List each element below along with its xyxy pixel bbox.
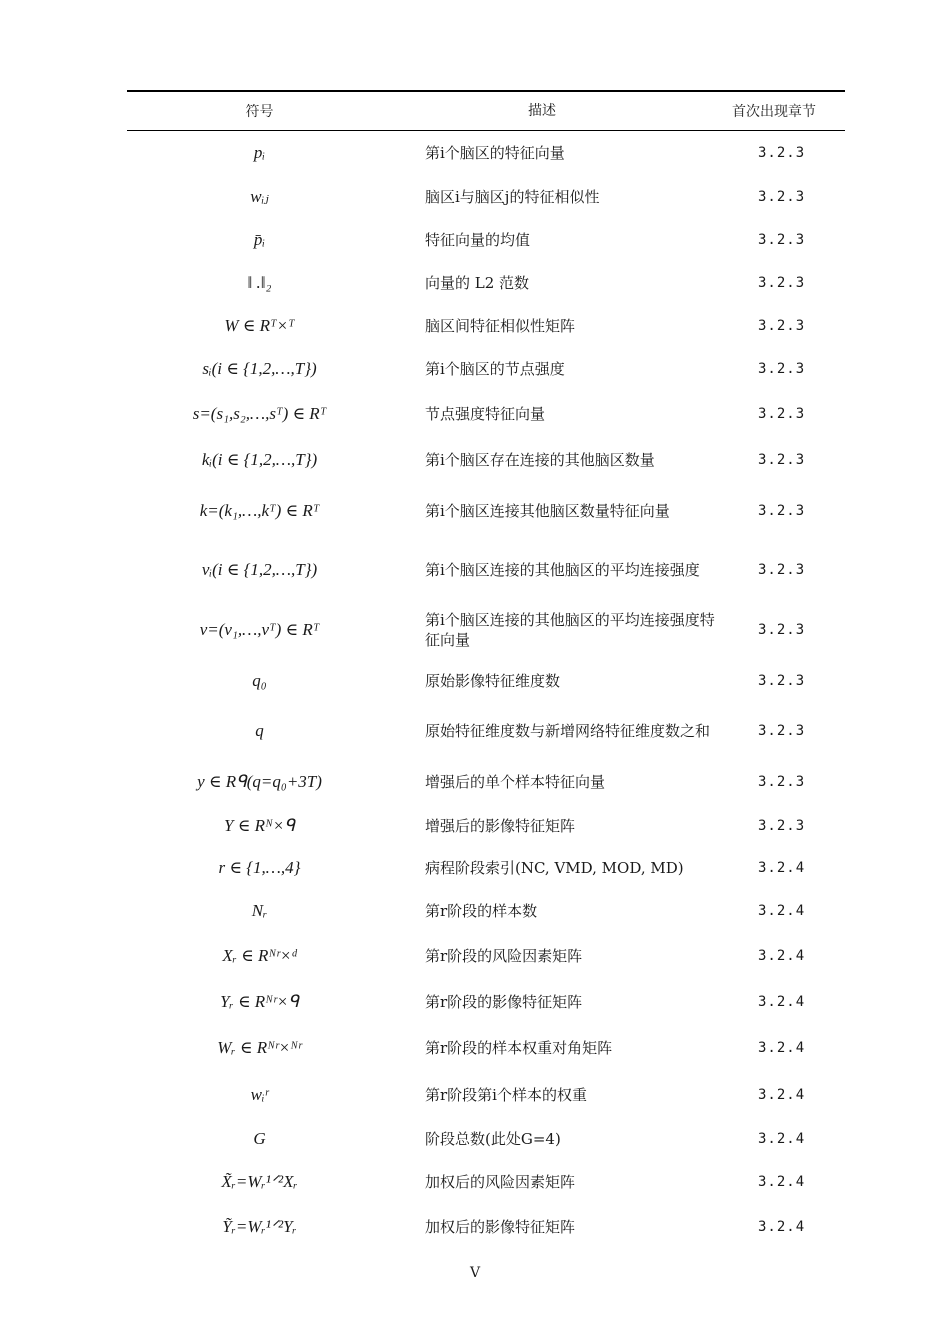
row-section: 3.2.3 (758, 145, 806, 161)
row-description: 第r阶段第i个样本的权重 (425, 1085, 587, 1104)
row-description: 第r阶段的影像特征矩阵 (425, 993, 583, 1011)
row-section: 3.2.4 (758, 860, 806, 876)
table-row (127, 979, 845, 1025)
row-section: 3.2.4 (758, 1218, 806, 1235)
row-description: 加权后的影像特征矩阵 (425, 1217, 576, 1236)
table-body (127, 131, 845, 1249)
row-symbol: X̃ᵣ=Wᵣ¹ᐟ²Xᵣ (221, 1171, 298, 1191)
symbol-table (127, 90, 845, 1249)
row-description: 第i个脑区连接的其他脑区的平均连接强度特征向量 (425, 611, 715, 649)
row-symbol: p̄ᵢ (253, 229, 266, 249)
table-row (127, 347, 845, 391)
row-section: 3.2.3 (758, 503, 806, 519)
row-symbol: k=(k₁,…,kᵀ) ∈ Rᵀ (199, 501, 320, 520)
row-symbol: Nᵣ (251, 901, 268, 920)
row-symbol: vᵢ(i ∈ {1,2,…,T}) (201, 560, 318, 579)
row-symbol: wᵢʳ (250, 1084, 269, 1104)
row-symbol: kᵢ(i ∈ {1,2,…,T}) (201, 449, 318, 469)
row-description: 特征向量的均值 (425, 230, 531, 249)
row-section: 3.2.3 (758, 188, 806, 205)
table-header (127, 92, 845, 130)
row-description: 增强后的单个样本特征向量 (425, 773, 606, 791)
page-number: V (469, 1265, 481, 1281)
row-description: 第i个脑区存在连接的其他脑区数量 (425, 450, 655, 469)
row-section: 3.2.3 (758, 451, 806, 468)
table-row (127, 1204, 845, 1249)
row-description: 第r阶段的样本数 (425, 902, 538, 920)
row-description: 第r阶段的样本权重对角矩阵 (425, 1039, 613, 1057)
table-row (127, 1159, 845, 1204)
row-description: 第i个脑区连接其他脑区数量特征向量 (425, 502, 670, 520)
row-description: 增强后的影像特征矩阵 (425, 816, 576, 835)
row-section: 3.2.3 (758, 317, 806, 334)
row-description: 病程阶段索引(NC, VMD, MOD, MD) (425, 859, 684, 877)
row-section: 3.2.4 (758, 948, 806, 964)
table-row (127, 847, 845, 889)
table-row (127, 482, 845, 540)
row-description: 原始特征维度数与新增网络特征维度数之和 (425, 722, 711, 740)
row-section: 3.2.3 (758, 673, 806, 689)
row-symbol: y ∈ Rᑫ(q=q₀+3T) (197, 772, 322, 791)
row-symbol: pᵢ (253, 143, 266, 162)
row-description: 加权后的风险因素矩阵 (425, 1172, 576, 1191)
row-symbol: Y ∈ Rᴺ×ᑫ (224, 815, 295, 835)
table-row (127, 1118, 845, 1159)
row-symbol: s=(s₁,s₂,…,sᵀ) ∈ Rᵀ (192, 404, 327, 423)
table-row (127, 889, 845, 933)
table-row (127, 600, 845, 660)
row-description: 脑区间特征相似性矩阵 (425, 316, 576, 335)
table-row (127, 1025, 845, 1071)
table-row (127, 660, 845, 702)
row-symbol: r ∈ {1,…,4} (218, 858, 301, 877)
row-symbol: v=(v₁,…,vᵀ) ∈ Rᵀ (199, 620, 320, 639)
row-section: 3.2.3 (758, 774, 806, 790)
row-symbol: Xᵣ ∈ Rᴺʳ×ᵈ (222, 946, 297, 965)
row-description: 节点强度特征向量 (425, 405, 546, 423)
row-section: 3.2.4 (758, 1040, 806, 1056)
row-symbol: sᵢ(i ∈ {1,2,…,T}) (202, 359, 317, 378)
row-section: 3.2.3 (758, 562, 806, 578)
row-symbol: wᵢⱼ (250, 186, 269, 206)
row-symbol: q₀ (252, 671, 267, 690)
row-symbol: G (253, 1128, 266, 1148)
row-description: 第i个脑区的节点强度 (425, 360, 565, 378)
row-description: 第i个脑区的特征向量 (425, 144, 565, 162)
row-description: 脑区i与脑区j的特征相似性 (425, 187, 600, 206)
table-row (127, 702, 845, 760)
table-row (127, 933, 845, 979)
row-description: 阶段总数(此处G=4) (425, 1129, 561, 1148)
row-section: 3.2.3 (758, 817, 806, 834)
row-section: 3.2.3 (758, 361, 806, 377)
row-section: 3.2.3 (758, 406, 806, 422)
row-section: 3.2.4 (758, 1173, 806, 1190)
row-section: 3.2.4 (758, 994, 806, 1010)
row-symbol: Wᵣ ∈ Rᴺʳ×ᴺʳ (217, 1038, 302, 1057)
row-description: 第i个脑区连接的其他脑区的平均连接强度 (425, 561, 700, 579)
row-section: 3.2.3 (758, 723, 806, 739)
row-section: 3.2.4 (758, 903, 806, 919)
row-description: 第r阶段的风险因素矩阵 (425, 947, 583, 965)
header-description: 描述 (528, 103, 556, 119)
table-row (127, 540, 845, 600)
table-row (127, 131, 845, 175)
table-row (127, 437, 845, 482)
row-section: 3.2.4 (758, 1086, 806, 1103)
row-description: 向量的 L2 范数 (425, 273, 530, 292)
table-row (127, 304, 845, 347)
table-row (127, 391, 845, 437)
table-row (127, 760, 845, 804)
row-symbol: q (255, 721, 264, 740)
row-section: 3.2.3 (758, 622, 806, 638)
table-row (127, 261, 845, 304)
header-symbol: 符号 (245, 104, 274, 120)
row-section: 3.2.3 (758, 274, 806, 291)
row-description: 原始影像特征维度数 (425, 672, 561, 690)
row-section: 3.2.4 (758, 1130, 806, 1147)
row-symbol: Ỹᵣ=Wᵣ¹ᐟ²Yᵣ (222, 1216, 297, 1236)
table-row (127, 1071, 845, 1118)
row-symbol: ‖ .‖₂ (247, 272, 272, 292)
table-row (127, 218, 845, 261)
row-symbol: Yᵣ ∈ Rᴺʳ×ᑫ (220, 992, 299, 1011)
header-section: 首次出现章节 (732, 104, 816, 120)
row-section: 3.2.3 (758, 231, 806, 248)
table-row (127, 175, 845, 218)
row-symbol: W ∈ Rᵀ×ᵀ (224, 315, 295, 335)
table-row (127, 804, 845, 847)
